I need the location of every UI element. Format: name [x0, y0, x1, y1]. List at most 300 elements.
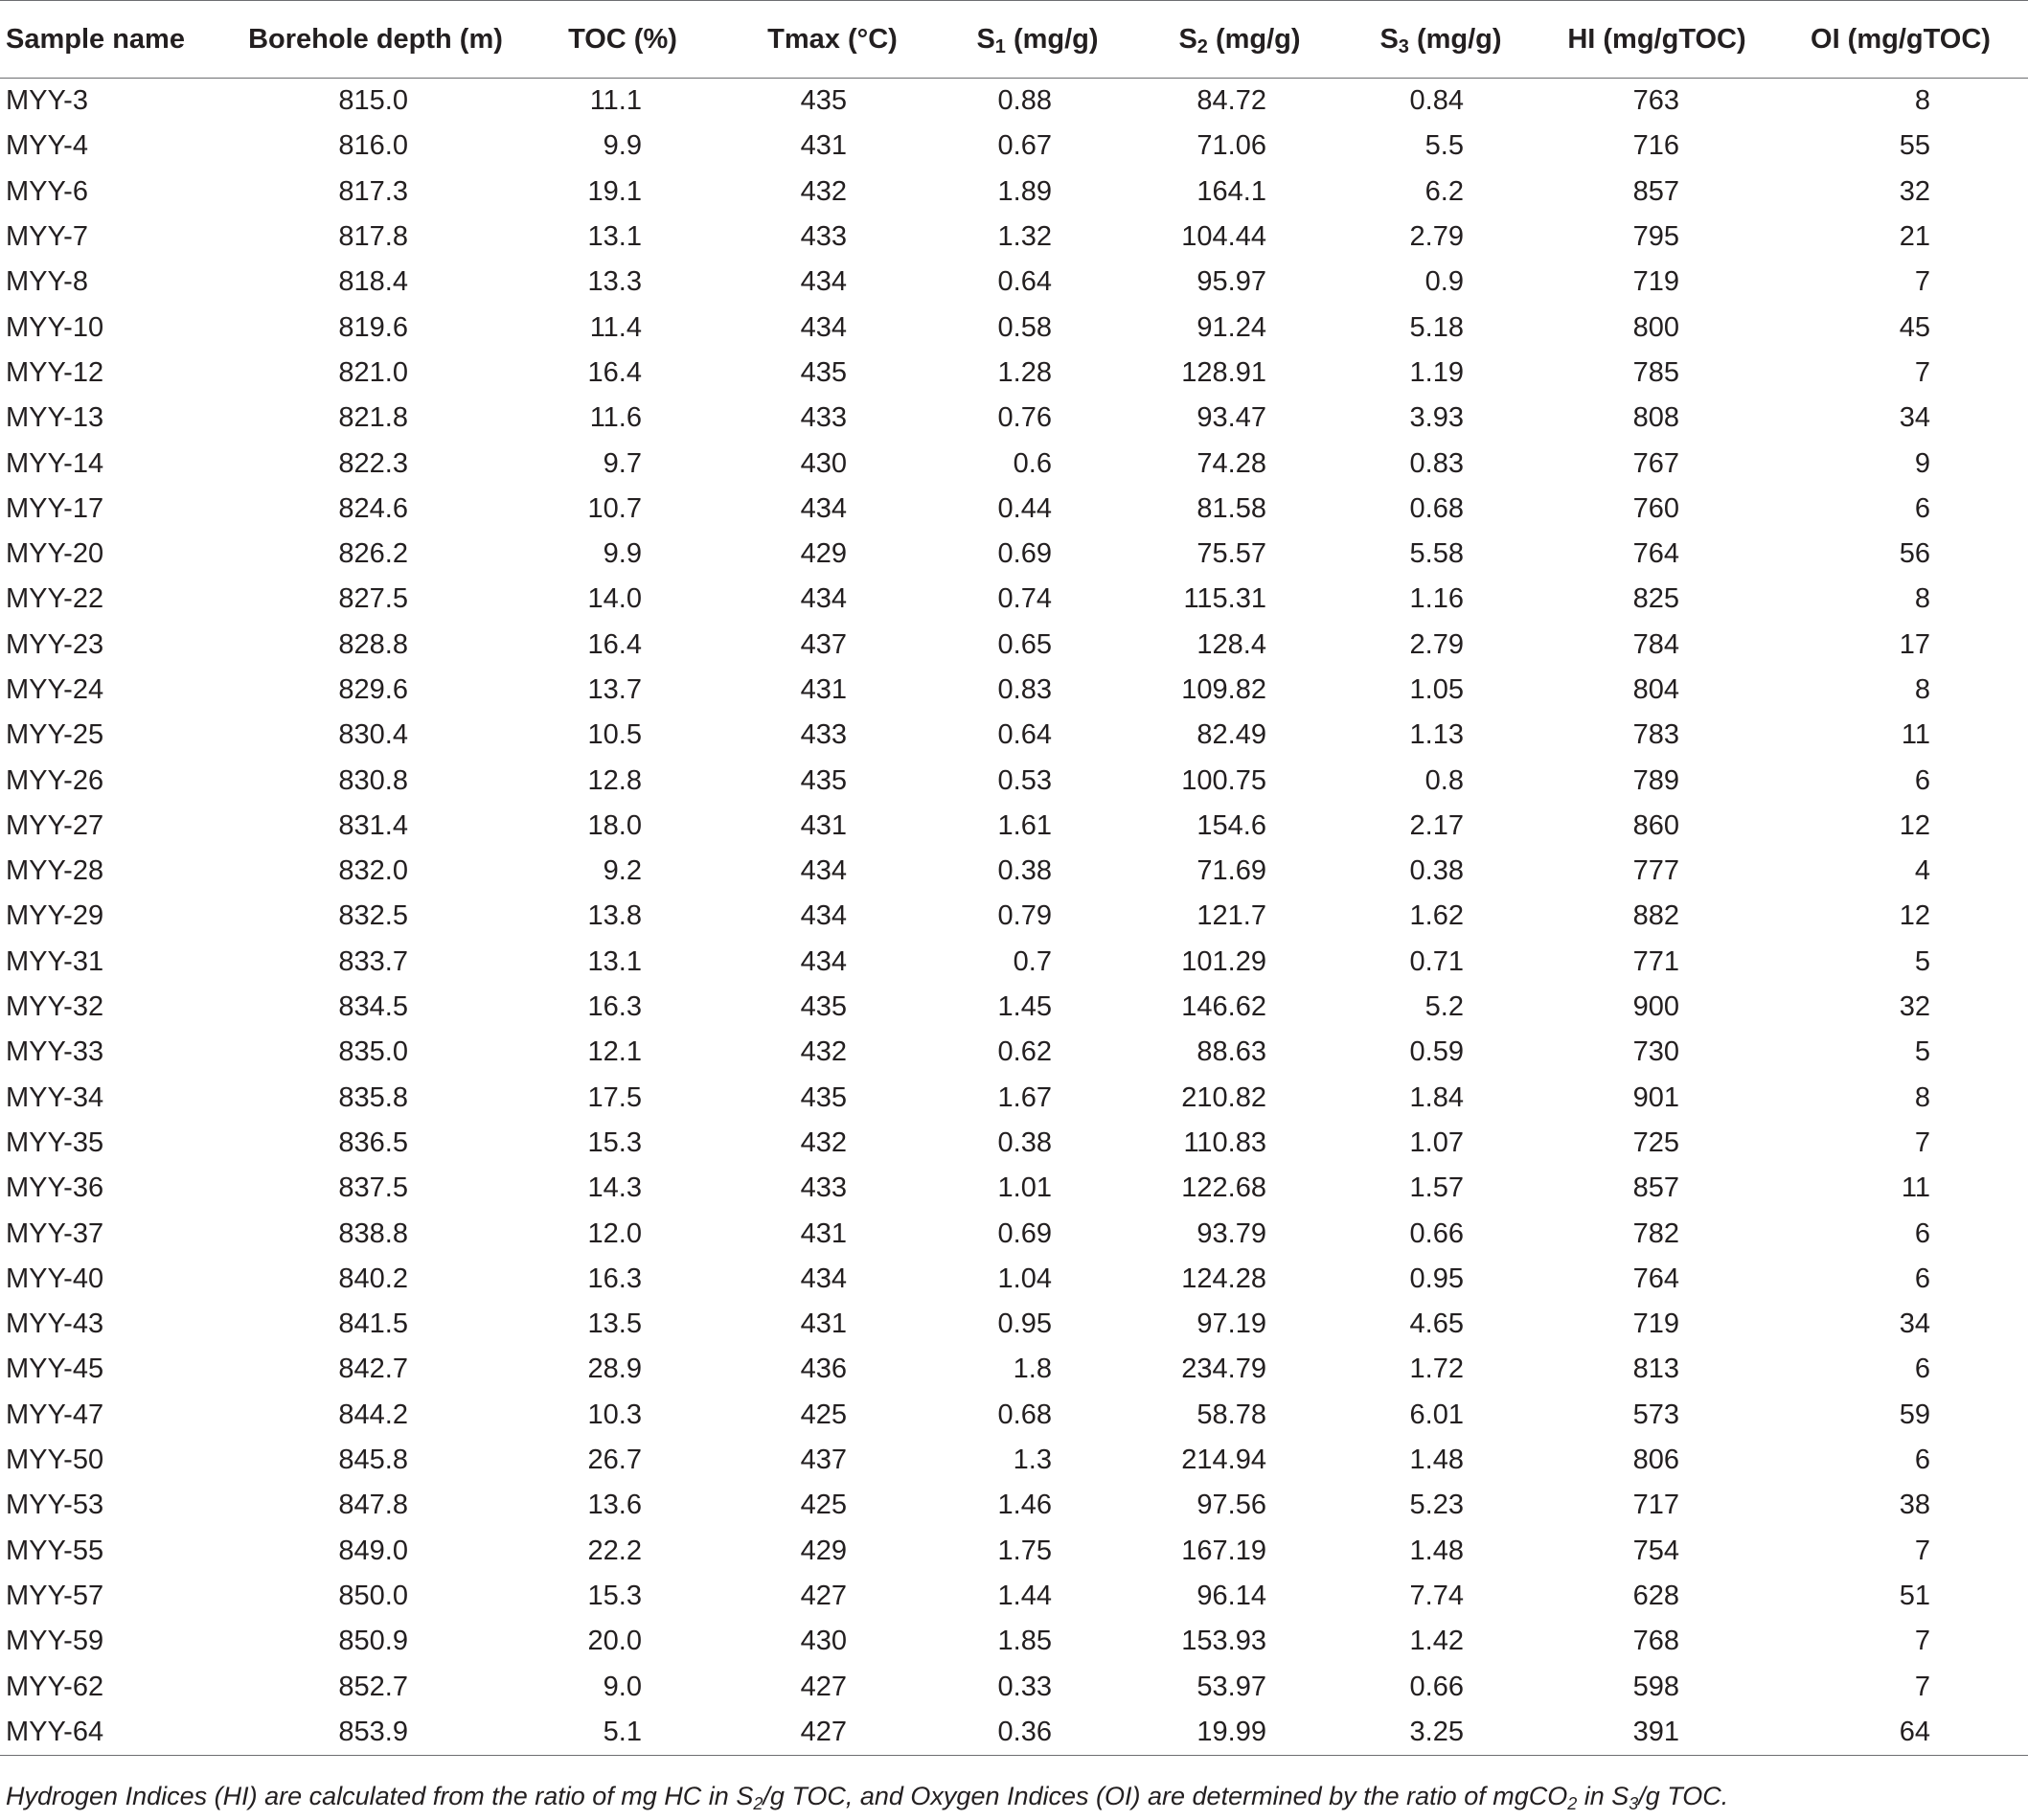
cell-sample-name: MYY-7	[6, 221, 88, 253]
cell-hi: 777	[1632, 855, 1679, 887]
cell-borehole-depth: 840.2	[338, 1263, 408, 1294]
cell-borehole-depth: 829.6	[338, 674, 408, 705]
cell-borehole-depth: 835.8	[338, 1081, 408, 1113]
cell-toc: 13.1	[587, 221, 642, 253]
cell-tmax: 427	[800, 1671, 847, 1702]
cell-s1: 0.64	[997, 266, 1052, 298]
cell-s3: 4.65	[1409, 1308, 1464, 1340]
cell-toc: 16.4	[587, 356, 642, 388]
cell-hi: 760	[1632, 492, 1679, 524]
cell-tmax: 434	[800, 266, 847, 298]
cell-tmax: 430	[800, 1626, 847, 1657]
cell-s1: 0.79	[997, 900, 1052, 932]
cell-borehole-depth: 853.9	[234, 1710, 517, 1756]
cell-borehole-depth: 831.4	[338, 809, 408, 841]
table-row	[0, 1166, 2028, 1211]
footnote-part-1: Hydrogen Indices (HI) are calculated from the ratio of mg HC in S	[6, 1782, 754, 1810]
table-row	[0, 124, 2028, 169]
cell-toc: 17.5	[587, 1081, 642, 1113]
cell-oi: 6	[1914, 1263, 1930, 1294]
cell-sample-name: MYY-23	[6, 628, 104, 660]
cell-s2: 95.97	[1196, 266, 1266, 298]
table-row	[0, 1619, 2028, 1664]
cell-s1: 1.75	[997, 1535, 1052, 1566]
cell-hi: 391	[1540, 1710, 1773, 1756]
cell-tmax: 432	[800, 1036, 847, 1068]
header-row	[0, 1, 2028, 79]
table-row	[0, 396, 2028, 441]
cell-hi: 808	[1632, 402, 1679, 434]
cell-hi: 813	[1632, 1354, 1679, 1385]
cell-s1: 0.38	[997, 1126, 1052, 1158]
cell-oi: 59	[1899, 1399, 1930, 1430]
cell-hi: 719	[1632, 266, 1679, 298]
cell-borehole-depth: 824.6	[338, 492, 408, 524]
cell-toc: 13.8	[587, 900, 642, 932]
cell-oi: 6	[1914, 1445, 1930, 1476]
cell-hi: 763	[1632, 85, 1679, 117]
table-row	[0, 1030, 2028, 1075]
footnote-part-4: /g TOC.	[1638, 1782, 1729, 1810]
cell-sample-name: MYY-24	[6, 674, 104, 705]
cell-s1: 0.69	[997, 538, 1052, 570]
cell-tmax: 433	[800, 719, 847, 751]
cell-tmax: 433	[800, 402, 847, 434]
cell-oi: 12	[1899, 809, 1930, 841]
table-row	[0, 170, 2028, 215]
cell-s3: 1.84	[1409, 1081, 1464, 1113]
cell-tmax: 431	[800, 1217, 847, 1249]
cell-hi: 785	[1632, 356, 1679, 388]
cell-sample-name: MYY-36	[6, 1172, 104, 1204]
cell-s1: 1.28	[997, 356, 1052, 388]
cell-oi: 45	[1899, 311, 1930, 343]
cell-borehole-depth: 826.2	[338, 538, 408, 570]
cell-s2: 93.79	[1196, 1217, 1266, 1249]
table-footnote	[6, 1782, 1728, 1811]
cell-sample-name: MYY-45	[6, 1354, 104, 1385]
cell-toc: 16.4	[587, 628, 642, 660]
cell-s3: 0.83	[1409, 447, 1464, 479]
cell-tmax: 435	[800, 764, 847, 796]
cell-borehole-depth: 842.7	[338, 1354, 408, 1385]
cell-toc: 13.7	[587, 674, 642, 705]
header-borehole-depth: Borehole depth (m)	[234, 1, 517, 79]
cell-s3: 1.16	[1409, 583, 1464, 615]
table-row	[0, 351, 2028, 396]
cell-borehole-depth: 819.6	[338, 311, 408, 343]
cell-oi: 6	[1914, 764, 1930, 796]
cell-s2: 154.6	[1196, 809, 1266, 841]
cell-s1: 0.88	[997, 85, 1052, 117]
cell-s2: 81.58	[1196, 492, 1266, 524]
cell-oi: 6	[1914, 1354, 1930, 1385]
cell-s2: 104.44	[1181, 221, 1266, 253]
cell-sample-name: MYY-14	[6, 447, 104, 479]
header-oi: OI (mg/gTOC)	[1773, 1, 2028, 79]
cell-s2: 234.79	[1181, 1354, 1266, 1385]
cell-hi: 825	[1632, 583, 1679, 615]
cell-oi: 8	[1914, 85, 1930, 117]
cell-oi: 8	[1914, 674, 1930, 705]
cell-oi: 6	[1914, 1217, 1930, 1249]
header-s3-unit: (mg/g)	[1408, 23, 1502, 55]
cell-tmax: 427	[800, 1580, 847, 1611]
cell-sample-name: MYY-27	[6, 809, 104, 841]
cell-s1: 0.64	[997, 719, 1052, 751]
cell-borehole-depth: 828.8	[338, 628, 408, 660]
cell-toc: 18.0	[587, 809, 642, 841]
cell-borehole-depth: 852.7	[338, 1671, 408, 1702]
cell-hi: 782	[1632, 1217, 1679, 1249]
cell-tmax: 429	[800, 538, 847, 570]
table-row	[0, 758, 2028, 803]
cell-oi: 34	[1899, 1308, 1930, 1340]
cell-toc: 11.1	[589, 85, 642, 117]
cell-s2: 128.4	[1196, 628, 1266, 660]
header-s2-unit: (mg/g)	[1207, 23, 1301, 55]
cell-s3: 0.66	[1409, 1671, 1464, 1702]
table-row	[0, 940, 2028, 985]
cell-s3: 0.68	[1409, 492, 1464, 524]
cell-hi: 628	[1632, 1580, 1679, 1611]
cell-tmax: 435	[800, 356, 847, 388]
table-row	[0, 1710, 2028, 1756]
cell-s2: 53.97	[1196, 1671, 1266, 1702]
cell-s3: 0.84	[1409, 85, 1464, 117]
cell-toc: 9.0	[603, 1671, 642, 1702]
cell-sample-name: MYY-4	[6, 130, 88, 162]
cell-s3: 1.05	[1409, 674, 1464, 705]
cell-oi: 55	[1899, 130, 1930, 162]
cell-s1: 0.65	[997, 628, 1052, 660]
cell-s2: 93.47	[1196, 402, 1266, 434]
cell-s1: 0.69	[997, 1217, 1052, 1249]
cell-oi: 21	[1899, 221, 1930, 253]
cell-tmax: 432	[800, 1126, 847, 1158]
cell-s1: 0.67	[997, 130, 1052, 162]
cell-toc: 10.3	[587, 1399, 642, 1430]
cell-oi: 8	[1914, 1081, 1930, 1113]
cell-borehole-depth: 845.8	[338, 1445, 408, 1476]
cell-tmax: 425	[800, 1399, 847, 1430]
cell-s2: 128.91	[1181, 356, 1266, 388]
cell-toc: 11.6	[589, 402, 642, 434]
cell-tmax: 433	[800, 221, 847, 253]
cell-s2: 164.1	[1196, 175, 1266, 207]
cell-hi: 767	[1632, 447, 1679, 479]
cell-s1: 1.45	[997, 991, 1052, 1023]
cell-oi: 7	[1914, 356, 1930, 388]
cell-oi: 64	[1773, 1710, 2028, 1756]
cell-s3: 1.57	[1409, 1172, 1464, 1204]
cell-s2: 82.49	[1196, 719, 1266, 751]
cell-s3: 5.23	[1409, 1490, 1464, 1521]
cell-s2: 124.28	[1181, 1263, 1266, 1294]
header-s1	[937, 1, 1138, 79]
cell-s2: 58.78	[1196, 1399, 1266, 1430]
table-row	[0, 668, 2028, 713]
cell-sample-name: MYY-20	[6, 538, 104, 570]
cell-borehole-depth: 817.8	[338, 221, 408, 253]
cell-tmax: 437	[800, 1445, 847, 1476]
cell-oi: 7	[1914, 266, 1930, 298]
cell-hi: 768	[1632, 1626, 1679, 1657]
cell-toc: 19.1	[587, 175, 642, 207]
cell-borehole-depth: 850.0	[338, 1580, 408, 1611]
cell-s2: 115.31	[1183, 583, 1266, 615]
cell-s1: 0.33	[997, 1671, 1052, 1702]
cell-toc: 13.6	[587, 1490, 642, 1521]
cell-s1: 1.32	[997, 221, 1052, 253]
cell-oi: 5	[1914, 1036, 1930, 1068]
cell-toc: 13.5	[587, 1308, 642, 1340]
table-row	[0, 623, 2028, 668]
cell-toc: 20.0	[587, 1626, 642, 1657]
footnote-part-3: in S	[1577, 1782, 1629, 1810]
cell-toc: 16.3	[587, 991, 642, 1023]
cell-s2: 121.7	[1196, 900, 1266, 932]
table-row	[0, 79, 2028, 125]
cell-toc: 26.7	[587, 1445, 642, 1476]
footnote-sub-2: 2	[1567, 1794, 1578, 1813]
cell-hi: 857	[1632, 175, 1679, 207]
cell-oi: 17	[1899, 628, 1930, 660]
cell-toc: 9.7	[603, 447, 642, 479]
cell-s1: 1.8	[1013, 1354, 1052, 1385]
table-row	[0, 1302, 2028, 1347]
cell-tmax: 434	[800, 855, 847, 887]
cell-tmax: 425	[800, 1490, 847, 1521]
cell-borehole-depth: 830.8	[338, 764, 408, 796]
cell-oi: 11	[1901, 1172, 1930, 1204]
cell-oi: 38	[1899, 1490, 1930, 1521]
header-sample-name: Sample name	[0, 1, 234, 79]
cell-s2: 96.14	[1196, 1580, 1266, 1611]
cell-s3: 2.79	[1409, 221, 1464, 253]
header-s3-sub: 3	[1398, 35, 1409, 57]
cell-borehole-depth: 847.8	[338, 1490, 408, 1521]
cell-sample-name: MYY-12	[6, 356, 104, 388]
cell-tmax: 436	[800, 1354, 847, 1385]
table-row	[0, 1393, 2028, 1438]
cell-s3: 1.48	[1409, 1445, 1464, 1476]
cell-hi: 860	[1632, 809, 1679, 841]
cell-oi: 32	[1899, 991, 1930, 1023]
table-row	[0, 487, 2028, 532]
table-row	[0, 1664, 2028, 1709]
table-row	[0, 1483, 2028, 1528]
cell-s2: 91.24	[1196, 311, 1266, 343]
cell-toc: 10.7	[587, 492, 642, 524]
cell-sample-name: MYY-55	[6, 1535, 104, 1566]
cell-sample-name: MYY-32	[6, 991, 104, 1023]
cell-hi: 804	[1632, 674, 1679, 705]
cell-s3: 3.93	[1409, 402, 1464, 434]
cell-sample-name: MYY-31	[6, 945, 104, 977]
cell-toc: 9.9	[603, 538, 642, 570]
cell-tmax: 433	[800, 1172, 847, 1204]
cell-oi: 56	[1899, 538, 1930, 570]
cell-sample-name: MYY-64	[0, 1710, 234, 1756]
cell-s1: 1.61	[997, 809, 1052, 841]
cell-sample-name: MYY-26	[6, 764, 104, 796]
cell-borehole-depth: 816.0	[338, 130, 408, 162]
cell-hi: 717	[1632, 1490, 1679, 1521]
cell-borehole-depth: 835.0	[338, 1036, 408, 1068]
cell-s2: 97.19	[1196, 1308, 1266, 1340]
header-s1-prefix: S	[976, 23, 995, 55]
cell-hi: 882	[1632, 900, 1679, 932]
cell-sample-name: MYY-35	[6, 1126, 104, 1158]
cell-s1: 1.44	[997, 1580, 1052, 1611]
cell-oi: 8	[1914, 583, 1930, 615]
cell-toc: 14.3	[587, 1172, 642, 1204]
cell-sample-name: MYY-43	[6, 1308, 104, 1340]
cell-s2: 146.62	[1181, 991, 1266, 1023]
cell-tmax: 427	[728, 1710, 937, 1756]
cell-sample-name: MYY-57	[6, 1580, 104, 1611]
cell-borehole-depth: 836.5	[338, 1126, 408, 1158]
table-row	[0, 985, 2028, 1030]
cell-borehole-depth: 850.9	[338, 1626, 408, 1657]
cell-s1: 1.85	[997, 1626, 1052, 1657]
cell-s1: 0.6	[1013, 447, 1052, 479]
cell-sample-name: MYY-13	[6, 402, 104, 434]
cell-borehole-depth: 817.3	[338, 175, 408, 207]
cell-borehole-depth: 818.4	[338, 266, 408, 298]
table-row	[0, 1438, 2028, 1483]
cell-tmax: 431	[800, 1308, 847, 1340]
cell-tmax: 435	[800, 991, 847, 1023]
cell-s1: 0.83	[997, 674, 1052, 705]
header-s1-sub: 1	[994, 35, 1006, 57]
cell-s3: 5.18	[1409, 311, 1464, 343]
cell-hi: 771	[1632, 945, 1679, 977]
cell-s3: 1.13	[1409, 719, 1464, 751]
cell-borehole-depth: 827.5	[338, 583, 408, 615]
cell-hi: 800	[1632, 311, 1679, 343]
cell-s3: 6.01	[1409, 1399, 1464, 1430]
cell-s1: 0.68	[997, 1399, 1052, 1430]
cell-s3: 1.48	[1409, 1535, 1464, 1566]
cell-s3: 0.59	[1409, 1036, 1464, 1068]
cell-sample-name: MYY-17	[6, 492, 104, 524]
cell-borehole-depth: 822.3	[338, 447, 408, 479]
cell-sample-name: MYY-3	[6, 85, 88, 117]
cell-oi: 34	[1899, 402, 1930, 434]
cell-hi: 789	[1632, 764, 1679, 796]
cell-borehole-depth: 832.0	[338, 855, 408, 887]
cell-s3: 0.9	[1424, 266, 1464, 298]
cell-s2: 71.69	[1196, 855, 1266, 887]
cell-s3: 5.5	[1424, 130, 1464, 162]
cell-hi: 598	[1632, 1671, 1679, 1702]
cell-hi: 730	[1632, 1036, 1679, 1068]
cell-s2: 122.68	[1181, 1172, 1266, 1204]
cell-s3: 2.17	[1409, 809, 1464, 841]
cell-s2: 88.63	[1196, 1036, 1266, 1068]
cell-tmax: 431	[800, 130, 847, 162]
cell-toc: 5.1	[517, 1710, 728, 1756]
cell-s1: 1.01	[997, 1172, 1052, 1204]
cell-s3: 1.72	[1409, 1354, 1464, 1385]
cell-s2: 214.94	[1181, 1445, 1266, 1476]
cell-hi: 716	[1632, 130, 1679, 162]
cell-toc: 12.1	[587, 1036, 642, 1068]
cell-sample-name: MYY-37	[6, 1217, 104, 1249]
header-tmax: Tmax (°C)	[728, 1, 937, 79]
table-row	[0, 894, 2028, 939]
header-s2-sub: 2	[1196, 35, 1208, 57]
header-s2-prefix: S	[1178, 23, 1197, 55]
cell-s2: 101.29	[1181, 945, 1266, 977]
cell-s1: 0.76	[997, 402, 1052, 434]
cell-oi: 9	[1914, 447, 1930, 479]
footnote-part-2: /g TOC, and Oxygen Indices (OI) are determined by the ratio of mgCO	[763, 1782, 1568, 1810]
cell-s3: 5.58	[1409, 538, 1464, 570]
cell-s3: 0.95	[1409, 1263, 1464, 1294]
cell-s2: 75.57	[1196, 538, 1266, 570]
table-row	[0, 260, 2028, 305]
cell-s2: 153.93	[1181, 1626, 1266, 1657]
cell-sample-name: MYY-28	[6, 855, 104, 887]
cell-s1: 0.36	[937, 1710, 1138, 1756]
cell-toc: 15.3	[587, 1126, 642, 1158]
cell-oi: 6	[1914, 492, 1930, 524]
cell-borehole-depth: 837.5	[338, 1172, 408, 1204]
cell-s2: 100.75	[1181, 764, 1266, 796]
cell-borehole-depth: 833.7	[338, 945, 408, 977]
cell-borehole-depth: 830.4	[338, 719, 408, 751]
cell-s2: 19.99	[1138, 1710, 1341, 1756]
cell-sample-name: MYY-22	[6, 583, 104, 615]
cell-s2: 110.83	[1183, 1126, 1266, 1158]
cell-hi: 901	[1632, 1081, 1679, 1113]
table-row	[0, 532, 2028, 577]
cell-oi: 7	[1914, 1126, 1930, 1158]
cell-s2: 97.56	[1196, 1490, 1266, 1521]
cell-s3: 7.74	[1409, 1580, 1464, 1611]
table-row	[0, 1076, 2028, 1121]
cell-s2: 74.28	[1196, 447, 1266, 479]
cell-borehole-depth: 844.2	[338, 1399, 408, 1430]
table-row	[0, 441, 2028, 486]
cell-borehole-depth: 815.0	[338, 85, 408, 117]
cell-tmax: 437	[800, 628, 847, 660]
cell-toc: 11.4	[589, 311, 642, 343]
cell-borehole-depth: 834.5	[338, 991, 408, 1023]
cell-sample-name: MYY-34	[6, 1081, 104, 1113]
cell-hi: 754	[1632, 1535, 1679, 1566]
table-row	[0, 1347, 2028, 1392]
cell-tmax: 434	[800, 492, 847, 524]
cell-s3: 0.38	[1409, 855, 1464, 887]
cell-hi: 764	[1632, 538, 1679, 570]
table-body	[0, 79, 2028, 1756]
cell-tmax: 434	[800, 945, 847, 977]
cell-hi: 900	[1632, 991, 1679, 1023]
cell-s2: 109.82	[1181, 674, 1266, 705]
cell-s1: 0.7	[1013, 945, 1052, 977]
cell-tmax: 434	[800, 1263, 847, 1294]
cell-s2: 84.72	[1196, 85, 1266, 117]
cell-s3: 1.62	[1409, 900, 1464, 932]
cell-tmax: 435	[800, 1081, 847, 1113]
cell-hi: 725	[1632, 1126, 1679, 1158]
cell-s3: 0.66	[1409, 1217, 1464, 1249]
cell-toc: 14.0	[587, 583, 642, 615]
